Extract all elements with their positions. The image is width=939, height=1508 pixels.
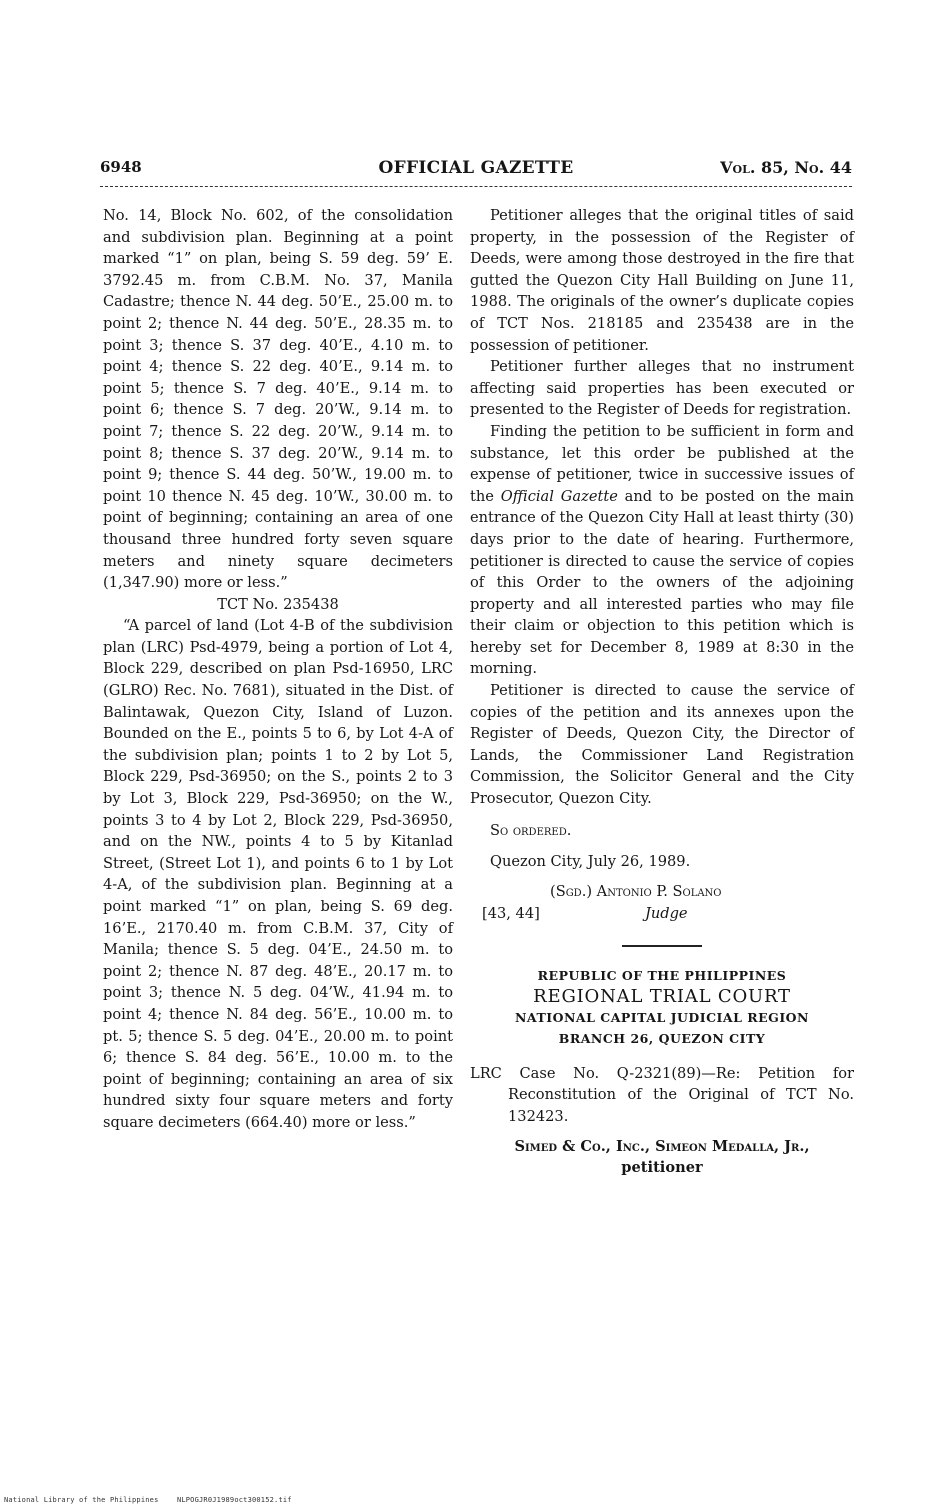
paragraph-service: Petitioner is directed to cause the service of copies of the petition and its annexes upon the Register of Deeds, Quezon City, the Director of Lands, the Commissioner Land Registration Commission, the Solicitor General and the City Prosecutor, Quezon City.	[470, 682, 854, 808]
header-divider	[100, 186, 852, 187]
left-column	[103, 205, 453, 1134]
case-title: LRC Case No. Q-2321(89)—Re: Petition for Reconstitution of the Original of TCT No. 132423.	[470, 1064, 854, 1125]
party-names: Simed & Co., Inc., Simeon Medalla, Jr.,	[514, 1137, 810, 1155]
tct-subheading: TCT No. 235438	[217, 595, 339, 613]
issue-reference: [43, 44]	[482, 904, 540, 922]
order-text-end: and to be posted on the main entrance of the Quezon City Hall at least thirty (30) days prior to the date of hearing. Furthermore, petitioner is directed to cause the service of copies of this Order to the owners of the adjoining property and all interested parties who may file their claim or objection to this petition which is hereby set for December 8, 1989 at 8:30 in the morning.	[470, 487, 854, 678]
gazette-name: Official Gazette	[500, 487, 618, 505]
court-branch: BRANCH 26, QUEZON CITY	[558, 1030, 766, 1046]
signature-block	[470, 881, 854, 931]
so-ordered: So ordered.	[490, 821, 572, 839]
page-header	[100, 158, 852, 182]
court-name: REGIONAL TRIAL COURT	[533, 985, 791, 1007]
library-credit: National Library of the Philippines	[4, 1496, 159, 1504]
court-region: NATIONAL CAPITAL JUDICIAL REGION	[515, 1009, 809, 1025]
order-text-start: Finding the petition to be sufficient in form and substance, let this order be published at the expense of petitioner, twice in successive issues of the	[470, 422, 854, 505]
tct-description-paragraph: “A parcel of land (Lot 4-B of the subdivision plan (LRC) Psd-4979, being a portion of Lot 4, Block 229, described on plan Psd-16950, LRC (GLRO) Rec. No. 7681), situated in the Dist. of Balintawak, Quezon City, Island of Luzon. Bounded on the E., points 5 to 6, by Lot 4-A of the subdivision plan; points 1 to 2 by Lot 5, Block 229, Psd-36950; on the S., points 2 to 3 by Lot 3, Block 229, Psd-36950; on the W., points 3 to 4 by Lot 2, Block 229, Psd-36950, and on the NW., points 4 to 5 by Kitanlad Street, (Street Lot 1), and points 6 to 1 by Lot 4-A, of the subdivision plan. Beginning at a point marked “1” on plan, being S. 69 deg. 16’E., 2170.40 m. from C.B.M. 37, City of Manila; thence S. 5 deg. 04’E., 24.50 m. to point 2; thence N. 87 deg. 48’E., 20.17 m. to point 3; thence N. 5 deg. 04’W., 41.94 m. to point 4; thence N. 84 deg. 56’E., 10.00 m. to pt. 5; thence S. 5 deg. 04’E., 20.00 m. to point 6; thence S. 84 deg. 56’E., 10.00 m. to the point of beginning; containing an area of six hundred sixty four square meters and forty square decimeters (664.40) more or less.”	[103, 617, 453, 1131]
section-divider	[622, 945, 702, 947]
page-number: 6948	[100, 158, 142, 176]
paragraph-order	[470, 421, 854, 680]
court-republic: REPUBLIC OF THE PHILIPPINES	[537, 967, 787, 983]
judge-title: Judge	[645, 904, 688, 922]
lot-description-paragraph: No. 14, Block No. 602, of the consolidation and subdivision plan. Beginning at a point marked “1” on plan, being S. 59 deg. 59’ E. 3792.45 m. from C.B.M. No. 37, Manila Cadastre; thence N. 44 deg. 50’E., 25.00 m. to point 2; thence N. 44 deg. 50’E., 28.35 m. to point 3; thence S. 37 deg. 40’E., 4.10 m. to point 4; thence S. 22 deg. 40’E., 9.14 m. to point 5; thence S. 7 deg. 40’E., 9.14 m. to point 6; thence S. 7 deg. 20’W., 9.14 m. to point 7; thence S. 22 deg. 20’W., 9.14 m. to point 8; thence S. 37 deg. 20’W., 9.14 m. to point 9; thence S. 44 deg. 50’W., 19.00 m. to point 10 thence N. 45 deg. 10’W., 30.00 m. to point of beginning; containing an area of one thousand three hundred forty seven square meters and ninety square decimeters (1,347.90) more or less.”	[103, 207, 453, 592]
right-column	[470, 205, 854, 1179]
paragraph-further-allegation: Petitioner further alleges that no instrument affecting said properties has been executed or presented to the Register of Deeds for registration.	[470, 358, 854, 419]
place-date: Quezon City, July 26, 1989.	[490, 853, 691, 871]
party-role: petitioner	[621, 1159, 703, 1177]
scan-footer	[4, 1496, 306, 1504]
paragraph-allegation: Petitioner alleges that the original titles of said property, in the possession of the Register of Deeds, were among those destroyed in the fire that gutted the Quezon City Hall Building on June 11, 1988. The originals of the owner’s duplicate copies of TCT Nos. 218185 and 235438 are in the possession of petitioner.	[470, 207, 854, 354]
court-heading	[470, 965, 854, 1049]
file-name: NLPOGJR0J1989oct300152.tif	[176, 1496, 292, 1504]
judge-signature: (Sgd.) Antonio P. Solano	[550, 882, 722, 900]
volume-number: Vol. 85, No. 44	[720, 158, 852, 177]
publication-title: OFFICIAL GAZETTE	[378, 158, 574, 178]
